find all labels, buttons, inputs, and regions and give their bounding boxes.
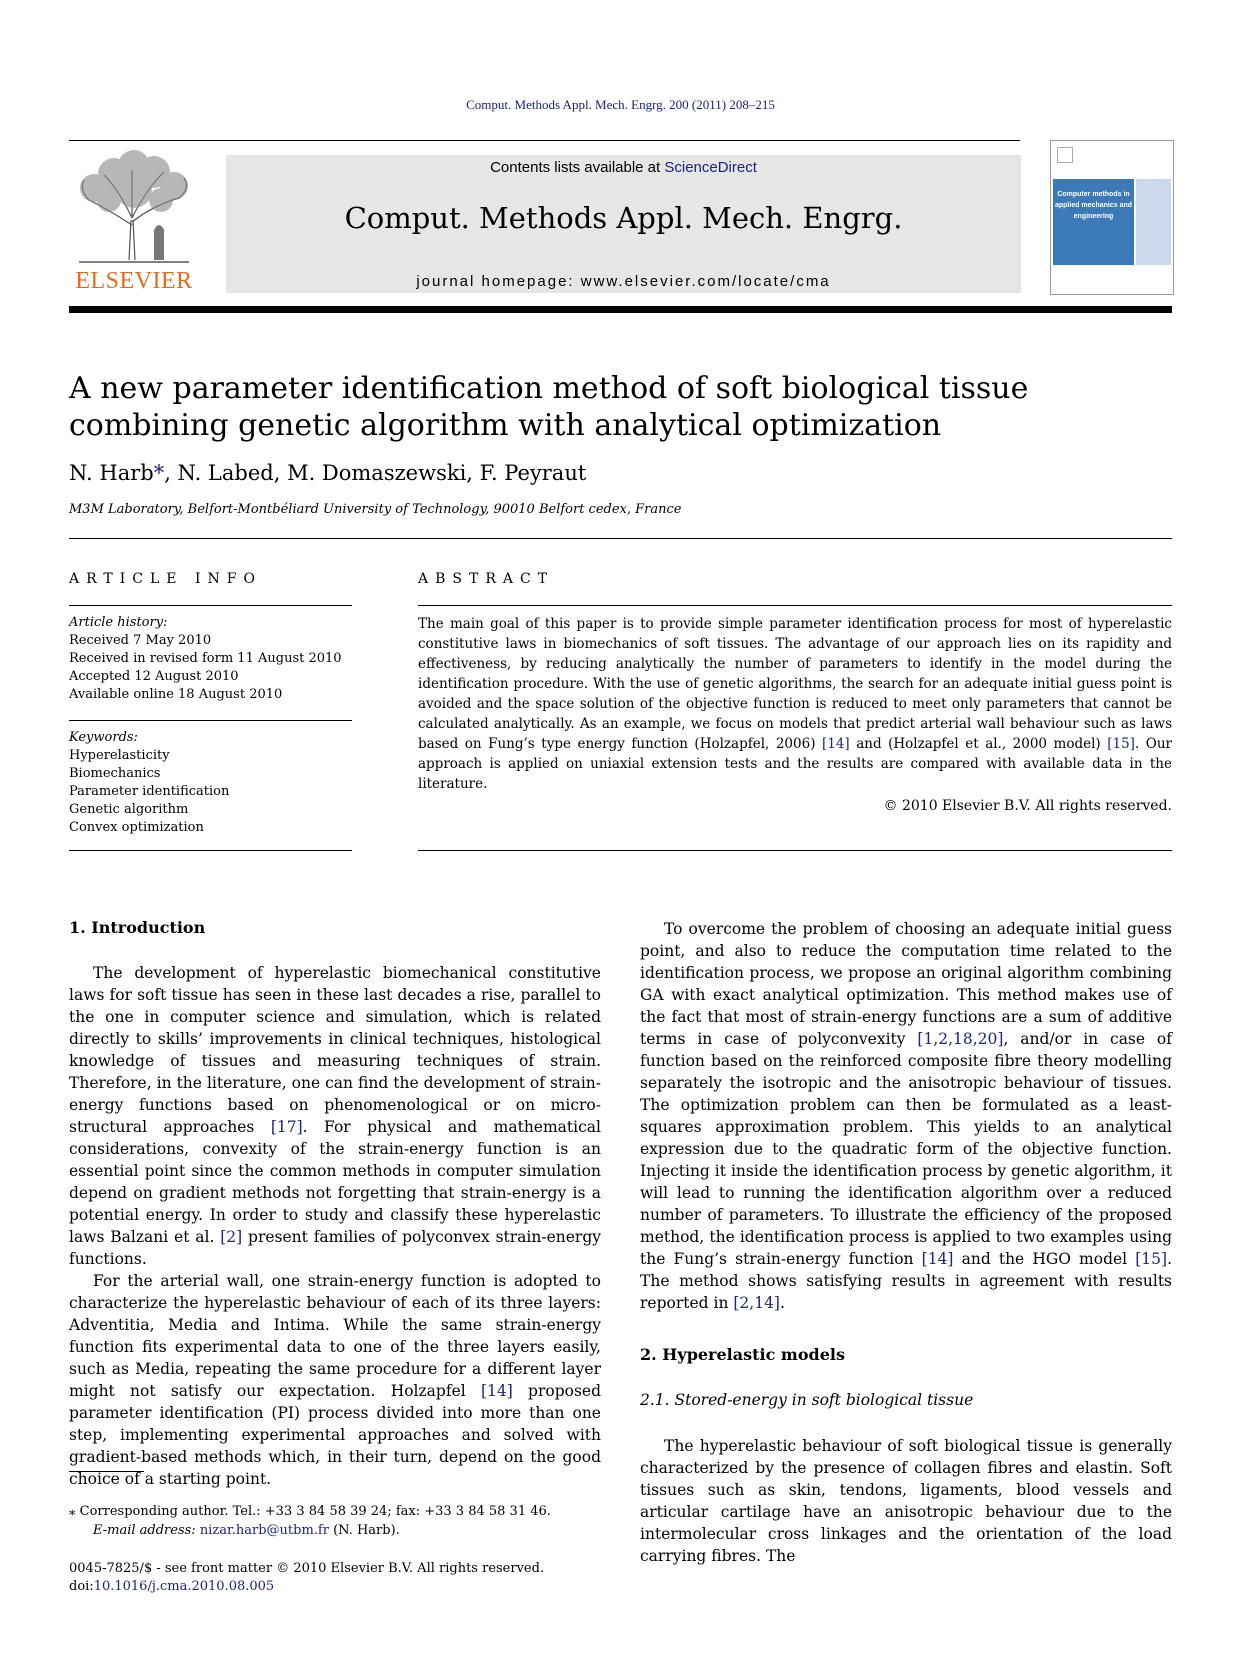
reference-link[interactable]: [14] bbox=[480, 1382, 513, 1400]
footnote-text: Corresponding author. Tel.: +33 3 84 58 39 24; fax: +33 3 84 58 31 46. bbox=[75, 1504, 551, 1519]
abstract-text bbox=[418, 614, 1172, 794]
journal-cover-thumbnail[interactable] bbox=[1050, 140, 1174, 295]
doi-link[interactable]: 10.1016/j.cma.2010.08.005 bbox=[93, 1579, 275, 1594]
reference-link[interactable]: [17] bbox=[270, 1118, 303, 1136]
first-author: N. Harb bbox=[69, 461, 154, 485]
email-suffix: (N. Harb). bbox=[328, 1523, 400, 1538]
elsevier-tree-icon bbox=[69, 150, 199, 265]
body-left-column bbox=[69, 962, 601, 1490]
cover-logo-icon bbox=[1057, 147, 1073, 163]
reference-link[interactable]: [1,2,18,20] bbox=[917, 1030, 1004, 1048]
reference-link[interactable]: [14] bbox=[921, 1250, 954, 1268]
article-info-rule bbox=[69, 605, 352, 606]
history-item: Received in revised form 11 August 2010 bbox=[69, 651, 342, 666]
paragraph: The hyperelastic behaviour of soft biological tissue is generally characterized by the presence of collagen fibres and elastin. Soft tissues such as skin, tendons, ligaments, blood vessels and articular cartilage have an anisotropic behaviour due to the intermolecular cross linkages and the orientation of the load carrying fibres. The bbox=[640, 1437, 1172, 1565]
reference-link[interactable]: [2,14] bbox=[733, 1294, 780, 1312]
abstract-part: The main goal of this paper is to provide simple parameter identification process for most of hyperelastic constitutive laws in biomechanics of soft tissues. The advantage of our approach lies on its rapidity and effectiveness, by reducing analytically the number of parameters to identify in the model during the identification procedure. With the use of genetic algorithms, the search for an adequate initial guess point is avoided and the space solution of the objective function is reduced to meet only parameters that cannot be calculated analytically. As an example, we focus on models that predict arterial wall behaviour such as laws based on Fung’s type energy function (Holzapfel, 2006) bbox=[418, 616, 1172, 752]
cover-side-panel bbox=[1136, 179, 1171, 265]
keywords bbox=[69, 729, 352, 837]
issn-line: 0045-7825/$ - see front matter © 2010 Elsevier B.V. All rights reserved. bbox=[69, 1561, 545, 1576]
history-label: Article history: bbox=[69, 615, 168, 630]
footnote-marker: ⁎ bbox=[69, 1504, 76, 1519]
text: , and/or in case of function based on the reinforced composite fibre theory modelling separately the isotropic and the anisotropic behaviour of tissues. The optimization problem can then be formulated as a least-squares approximation problem. This yields to an analytical expression due to the quadratic form of the objective function. Injecting it inside the identification process by genetic algorithm, it will lead to running the identification algorithm over a reduced number of parameters. To illustrate the efficiency of the proposed method, the identification process is applied to two examples using the Fung’s strain-energy function bbox=[640, 1030, 1172, 1268]
abstract-heading: ABSTRACT bbox=[418, 571, 555, 587]
journal-citation[interactable]: Comput. Methods Appl. Mech. Engrg. 200 (2011) 208–215 bbox=[466, 97, 775, 112]
section-heading-introduction: 1. Introduction bbox=[69, 918, 206, 937]
corresponding-author-marker[interactable]: * bbox=[153, 461, 165, 485]
email-label: E-mail address: bbox=[93, 1523, 200, 1538]
email-link[interactable]: nizar.harb@utbm.fr bbox=[199, 1523, 329, 1538]
body-right-column-cont bbox=[640, 1435, 1172, 1567]
affiliation: M3M Laboratory, Belfort-Montbéliard University of Technology, 90010 Belfort cedex, France bbox=[69, 502, 682, 517]
header-divider bbox=[69, 306, 1172, 313]
keyword: Biomechanics bbox=[69, 766, 161, 781]
paragraph bbox=[69, 962, 601, 1270]
article-title: A new parameter identification method of soft biological tissue combining genetic algorithm with analytical optimization bbox=[69, 371, 1029, 443]
article-history bbox=[69, 614, 352, 704]
text: proposed parameter identification (PI) process divided into more than one step, implementing experimental approaches and solved with gradient-based methods which, in their turn, depend on the good choice of a starting point. bbox=[69, 1382, 601, 1488]
keywords-label: Keywords: bbox=[69, 730, 138, 745]
doi-line bbox=[69, 1578, 544, 1596]
paragraph bbox=[640, 918, 1172, 1314]
history-item: Received 7 May 2010 bbox=[69, 633, 212, 648]
contents-line bbox=[226, 159, 1021, 176]
doi-label: doi: bbox=[69, 1579, 94, 1594]
body-right-column bbox=[640, 918, 1172, 1314]
abstract-bottom-rule bbox=[418, 850, 1172, 851]
text: To overcome the problem of choosing an adequate initial guess point, and also to reduce the computation time related to the identification process, we propose an original algorithm combining GA with exact analytical optimization. This method makes use of the fact that most of strain-energy functions are a sum of additive terms in case of polyconvexity bbox=[640, 920, 1172, 1048]
text: For the arterial wall, one strain-energy function is adopted to characterize the hyperelastic behaviour of each of its three layers: Adventitia, Media and Intima. While the same strain-energy function fits experimental data to one of the three layers easily, such as Media, repeating the same procedure for a different layer might not satisfy our expectation. Holzapfel bbox=[69, 1272, 601, 1400]
keyword: Parameter identification bbox=[69, 784, 230, 799]
abstract-copyright: © 2010 Elsevier B.V. All rights reserved. bbox=[883, 798, 1172, 814]
email-note bbox=[69, 1521, 629, 1540]
header-rule bbox=[69, 140, 1020, 141]
history-item: Available online 18 August 2010 bbox=[69, 687, 283, 702]
text: . The method shows satisfying results in agreement with results reported in bbox=[640, 1250, 1172, 1312]
article-info-bottom-rule bbox=[69, 850, 352, 851]
history-item: Accepted 12 August 2010 bbox=[69, 669, 239, 684]
reference-link[interactable]: [15] bbox=[1135, 1250, 1168, 1268]
reference-link[interactable]: [14] bbox=[821, 736, 850, 752]
abstract-rule bbox=[418, 605, 1172, 606]
footnote-rule bbox=[69, 1471, 144, 1472]
keyword: Hyperelasticity bbox=[69, 748, 170, 763]
sciencedirect-link[interactable]: ScienceDirect bbox=[664, 159, 757, 176]
journal-name: Comput. Methods Appl. Mech. Engrg. bbox=[344, 201, 903, 235]
text: and the HGO model bbox=[953, 1250, 1136, 1268]
abstract-part: . Our approach is applied on uniaxial extension tests and the results are compared with available data in the literature. bbox=[418, 736, 1172, 792]
article-info-heading: ARTICLE INFO bbox=[69, 571, 262, 587]
reference-link[interactable]: [15] bbox=[1107, 736, 1135, 752]
abstract-part: and (Holzapfel et al., 2000 model) bbox=[849, 736, 1108, 752]
subsection-heading: 2.1. Stored-energy in soft biological tissue bbox=[640, 1391, 974, 1409]
keywords-rule bbox=[69, 720, 352, 721]
footnote bbox=[69, 1502, 629, 1540]
text: present families of polyconvex strain-energy functions. bbox=[69, 1228, 601, 1268]
paragraph bbox=[69, 1270, 601, 1490]
keyword: Genetic algorithm bbox=[69, 802, 189, 817]
contents-prefix: Contents lists available at bbox=[490, 159, 665, 176]
cover-title: Computer methods in applied mechanics and engineering bbox=[1053, 179, 1134, 265]
keyword: Convex optimization bbox=[69, 820, 204, 835]
text: . For physical and mathematical considerations, convexity of the strain-energy function is an essential point since the common methods in computer simulation depend on gradient methods not forgetting that strain-energy is a potential energy. In order to study and classify these hyperelastic laws Balzani et al. bbox=[69, 1118, 601, 1246]
publisher-name: ELSEVIER bbox=[75, 268, 193, 294]
text: . bbox=[779, 1294, 785, 1312]
author-list bbox=[69, 461, 586, 485]
journal-banner bbox=[226, 155, 1021, 293]
section-heading-hyperelastic-models: 2. Hyperelastic models bbox=[640, 1345, 845, 1364]
journal-homepage[interactable]: journal homepage: www.elsevier.com/locate/cma bbox=[416, 273, 831, 290]
corresponding-author-note bbox=[69, 1502, 629, 1521]
elsevier-logo[interactable] bbox=[69, 150, 199, 295]
reference-link[interactable]: [2] bbox=[220, 1228, 243, 1246]
other-authors: , N. Labed, M. Domaszewski, F. Peyraut bbox=[164, 461, 587, 485]
front-matter bbox=[69, 1560, 544, 1596]
title-divider bbox=[69, 538, 1172, 539]
text: The development of hyperelastic biomechanical constitutive laws for soft tissue has seen in these last decades a rise, parallel to the one in computer science and simulation, which is related directly to skills’ improvements in clinical techniques, histological knowledge of tissues and measuring techniques of strain. Therefore, in the literature, one can find the development of strain-energy functions based on phenomenological or on micro-structural approaches bbox=[69, 964, 601, 1136]
